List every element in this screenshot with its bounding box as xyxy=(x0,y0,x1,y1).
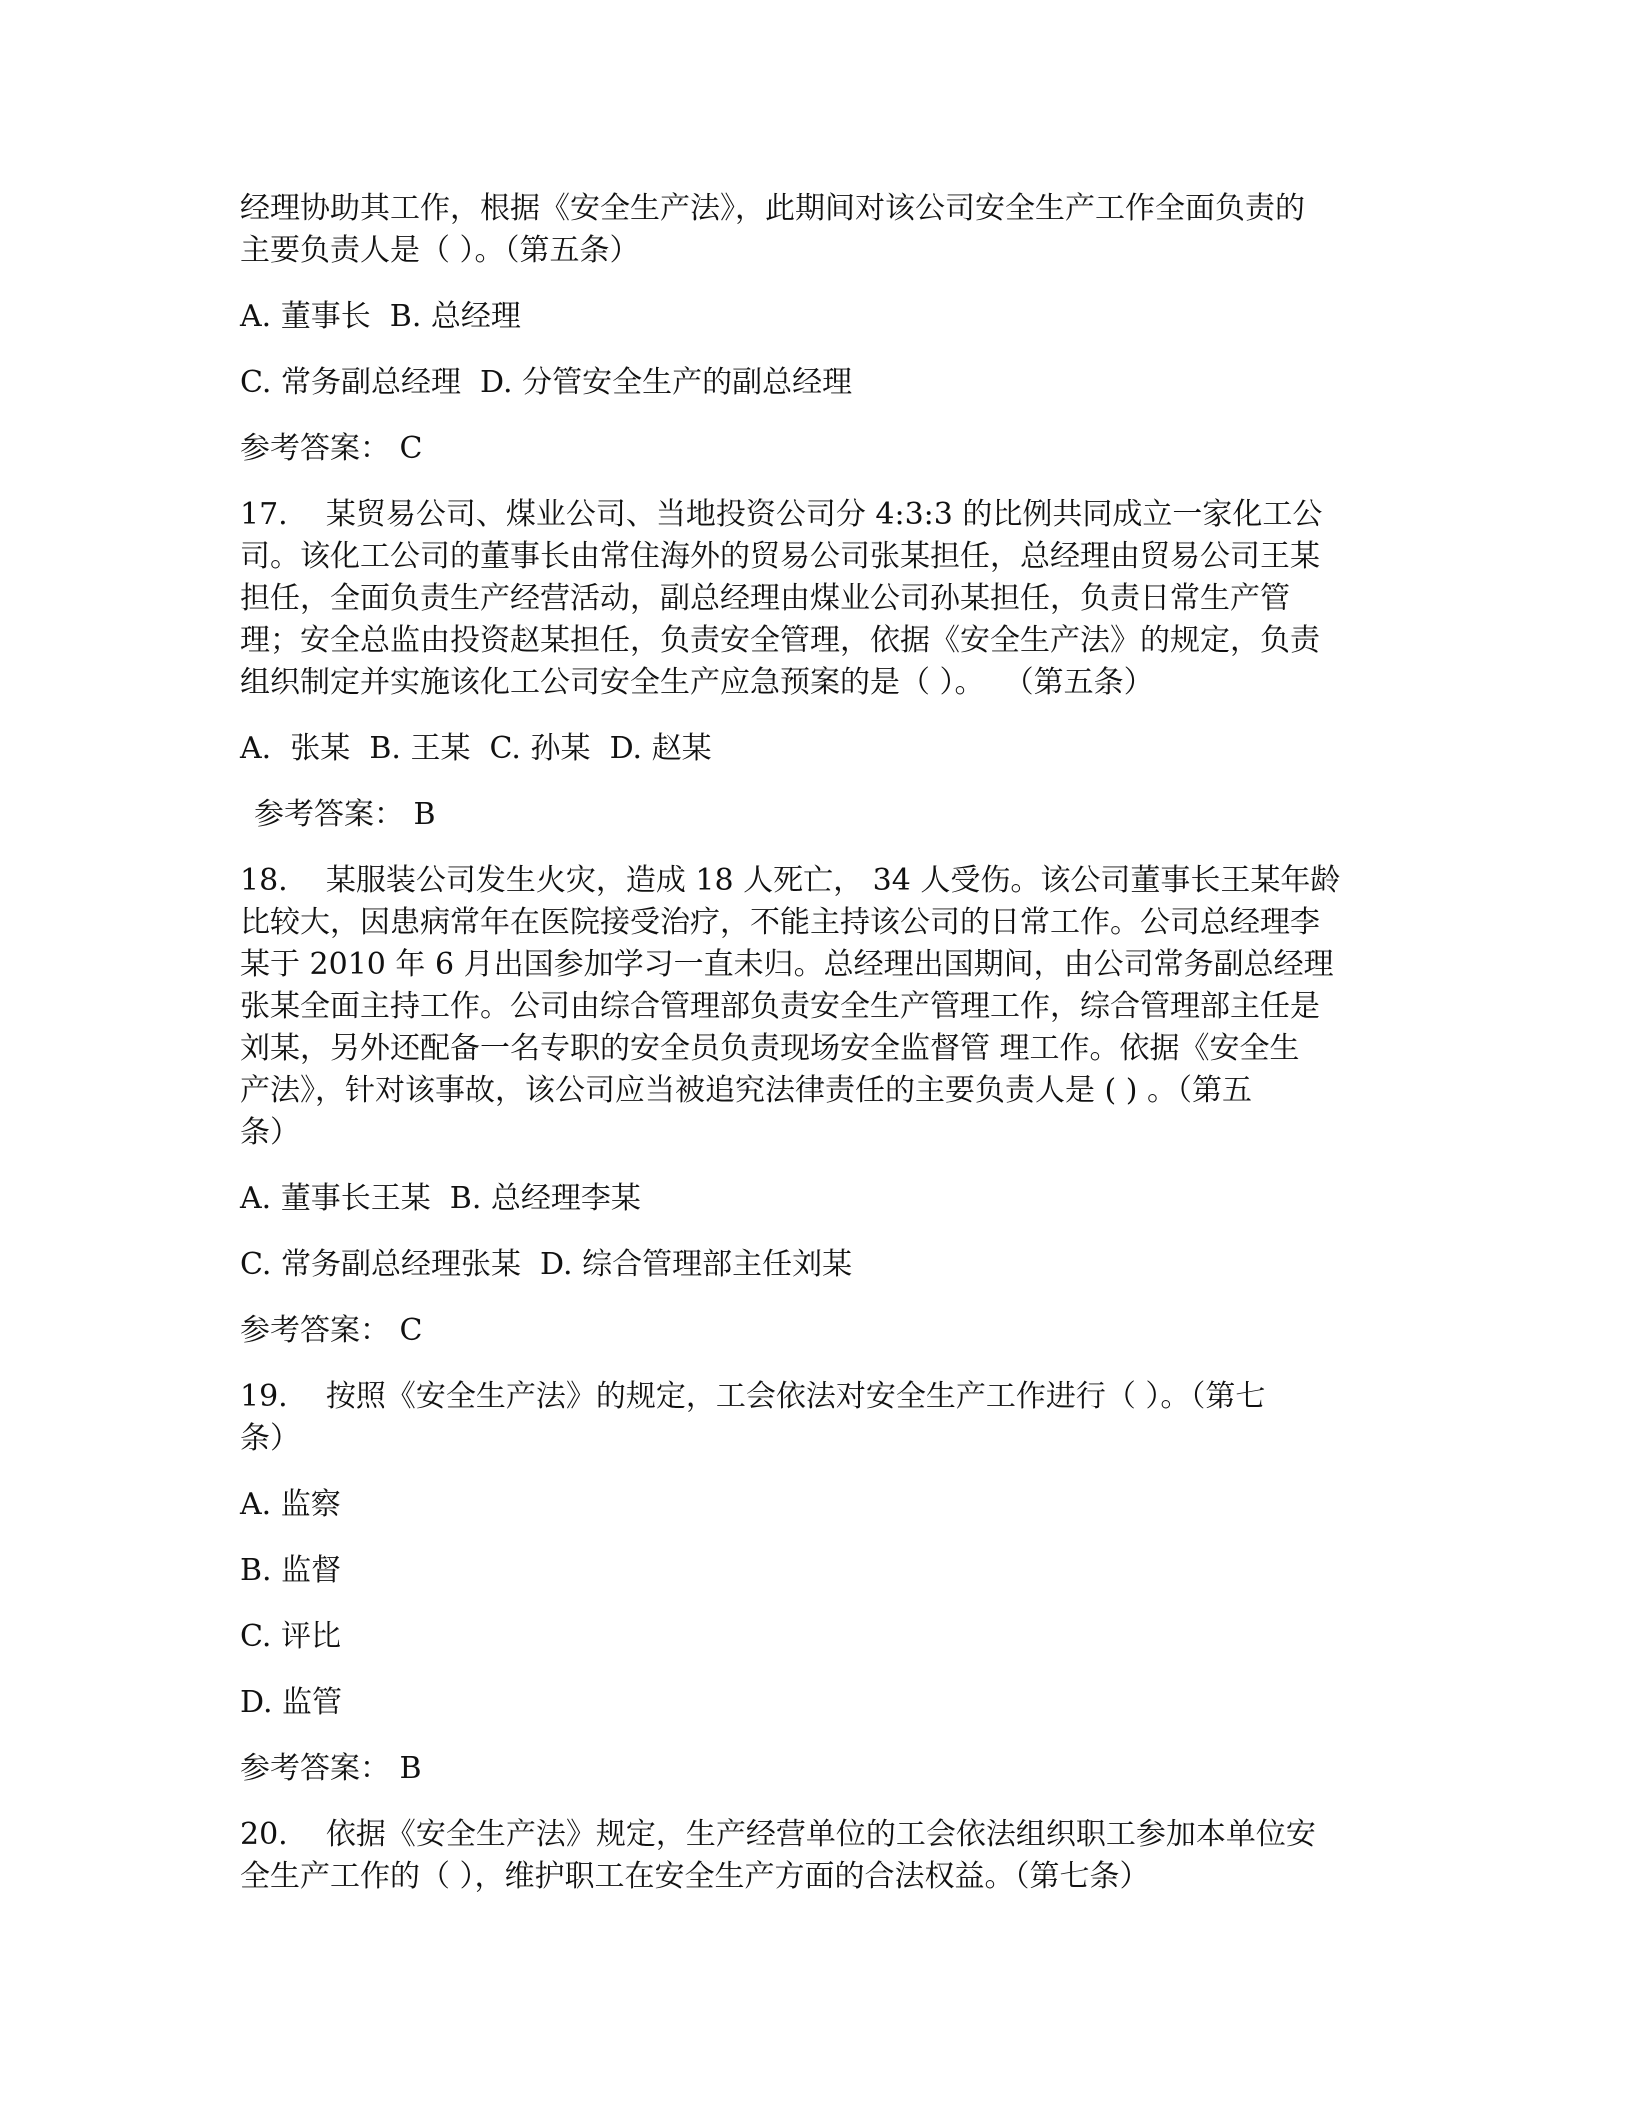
document-page xyxy=(240,188,1400,1898)
question-18-stem xyxy=(240,860,1400,1154)
question-line: 17. 某贸易公司、煤业公司、当地投资公司分 4:3:3 的比例共同成立一家化工公 xyxy=(240,497,1323,532)
question-line: 某于 2010 年 6 月出国参加学习一直未归。总经理出国期间，由公司常务副总经理 xyxy=(240,947,1334,982)
question-line: 比较大，因患病常年在医院接受治疗，不能主持该公司的日常工作。公司总经理李 xyxy=(240,905,1320,940)
question-20-stem xyxy=(240,1814,1400,1898)
question-line: 组织制定并实施该化工公司安全生产应急预案的是（ ）。 （第五条） xyxy=(240,665,1154,700)
question-16-option-line: C. 常务副总经理 D. 分管安全生产的副总经理 xyxy=(240,365,853,400)
question-17-option-line: A. 张某 B. 王某 C. 孙某 D. 赵某 xyxy=(240,731,712,766)
question-16-option-line: A. 董事长 B. 总经理 xyxy=(240,299,521,334)
question-line: 经理协助其工作，根据《安全生产法》，此期间对该公司安全生产工作全面负责的 xyxy=(240,191,1305,226)
question-17-answer: 参考答案： B xyxy=(254,797,436,832)
question-19-option-a: A. 监察 xyxy=(240,1487,341,1522)
question-line: 刘某，另外还配备一名专职的安全员负责现场安全监督管 理工作。依据《安全生 xyxy=(240,1031,1300,1066)
question-line: 19. 按照《安全生产法》的规定，工会依法对安全生产工作进行（ ）。（第七 xyxy=(240,1379,1266,1414)
question-19-answer: 参考答案： B xyxy=(240,1751,422,1786)
question-line: 产法》，针对该事故，该公司应当被追究法律责任的主要负责人是 ( ) 。（第五 xyxy=(240,1073,1253,1108)
question-line: 担任，全面负责生产经营活动，副总经理由煤业公司孙某担任，负责日常生产管 xyxy=(240,581,1290,616)
question-18-answer: 参考答案： C xyxy=(240,1313,423,1348)
question-line: 理；安全总监由投资赵某担任，负责安全管理，依据《安全生产法》的规定，负责 xyxy=(240,623,1320,658)
question-18-option-line: C. 常务副总经理张某 D. 综合管理部主任刘某 xyxy=(240,1247,853,1282)
question-line: 条） xyxy=(240,1421,300,1456)
question-19-option-d: D. 监管 xyxy=(240,1685,343,1720)
question-line: 司。该化工公司的董事长由常住海外的贸易公司张某担任，总经理由贸易公司王某 xyxy=(240,539,1320,574)
question-line: 主要负责人是（ ）。（第五条） xyxy=(240,233,640,268)
question-17-stem xyxy=(240,494,1400,704)
question-line: 张某全面主持工作。公司由综合管理部负责安全生产管理工作，综合管理部主任是 xyxy=(240,989,1320,1024)
question-line: 20. 依据《安全生产法》规定，生产经营单位的工会依法组织职工参加本单位安 xyxy=(240,1817,1316,1852)
question-18-option-line: A. 董事长王某 B. 总经理李某 xyxy=(240,1181,641,1216)
question-line: 条） xyxy=(240,1115,300,1150)
question-19-option-c: C. 评比 xyxy=(240,1619,341,1654)
question-line: 18. 某服装公司发生火灾，造成 18 人死亡， 34 人受伤。该公司董事长王某年龄 xyxy=(240,863,1341,898)
question-16-answer: 参考答案： C xyxy=(240,431,423,466)
question-line: 全生产工作的（ ），维护职工在安全生产方面的合法权益。（第七条） xyxy=(240,1859,1150,1894)
question-16-stem xyxy=(240,188,1400,272)
question-19-option-b: B. 监督 xyxy=(240,1553,342,1588)
question-19-stem xyxy=(240,1376,1400,1460)
